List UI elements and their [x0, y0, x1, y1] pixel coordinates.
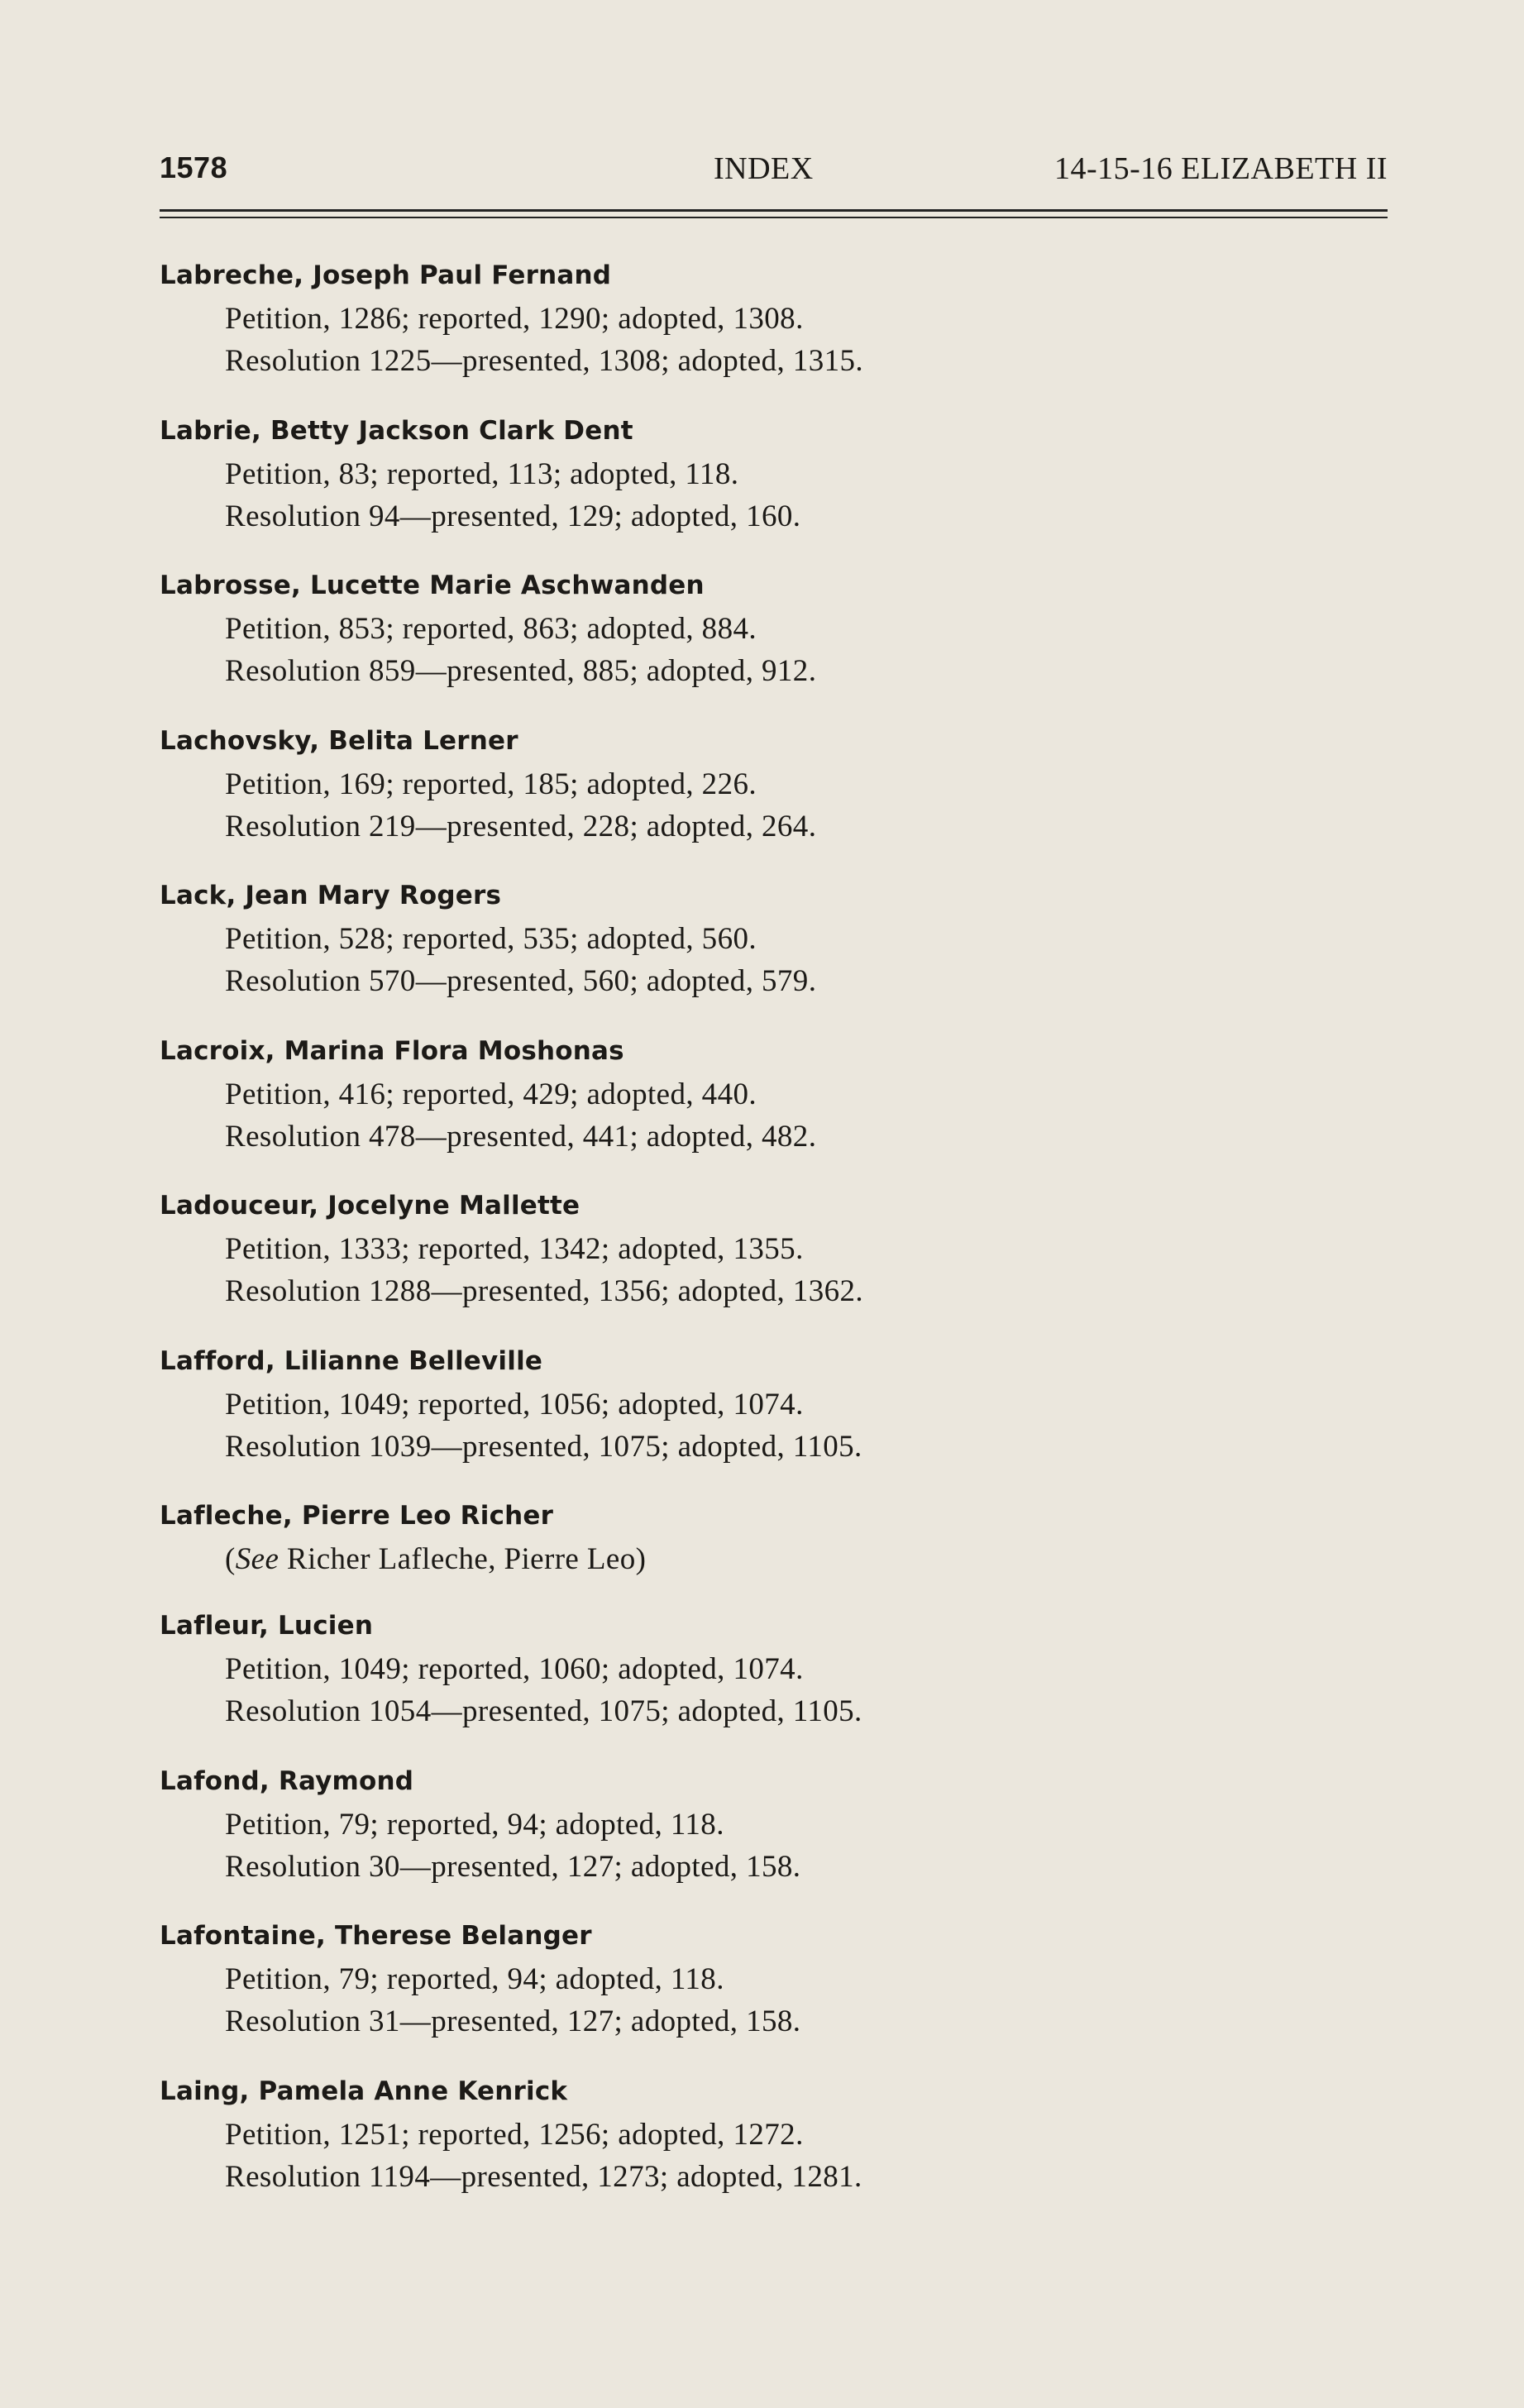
header-title: INDEX: [714, 151, 814, 186]
entry-resolution: Resolution 478—presented, 441; adopted, 482.: [225, 1119, 817, 1154]
index-entry: [160, 1913, 1235, 2069]
entry-petition: Petition, 1286; reported, 1290; adopted, 1308.: [225, 302, 804, 336]
entry-name: Ladouceur, Jocelyne Mallette: [160, 1191, 580, 1221]
entry-resolution: Resolution 1054—presented, 1075; adopted, 1105.: [225, 1694, 862, 1728]
entry-petition: Petition, 169; reported, 185; adopted, 226.: [225, 767, 757, 801]
page-number: 1578: [160, 150, 228, 184]
index-entry: [160, 2069, 1235, 2224]
header-rule-bottom: [160, 217, 1388, 218]
entry-petition: Petition, 528; reported, 535; adopted, 560.: [225, 922, 757, 956]
entry-resolution: Resolution 859—presented, 885; adopted, 912.: [225, 654, 817, 688]
index-entry: [160, 1183, 1235, 1339]
entry-resolution: Resolution 1039—presented, 1075; adopted, 1105.: [225, 1429, 862, 1464]
entry-petition: Petition, 1333; reported, 1342; adopted, 1355.: [225, 1232, 804, 1266]
entry-petition: Petition, 79; reported, 94; adopted, 118.: [225, 1807, 724, 1842]
entry-name: Labrie, Betty Jackson Clark Dent: [160, 415, 633, 446]
entry-name: Lafleche, Pierre Leo Richer: [160, 1501, 554, 1531]
entry-petition: Petition, 1251; reported, 1256; adopted, 1272.: [225, 2117, 804, 2152]
see-word: See: [235, 1542, 279, 1576]
index-entry: [160, 1029, 1235, 1184]
entry-name: Lacroix, Marina Flora Moshonas: [160, 1035, 624, 1066]
entry-name: Lachovsky, Belita Lerner: [160, 725, 518, 756]
entry-resolution: Resolution 219—presented, 228; adopted, 264.: [225, 809, 817, 843]
page-header: [160, 150, 1388, 200]
entry-name: Lack, Jean Mary Rogers: [160, 881, 502, 910]
entry-resolution: Resolution 31—presented, 127; adopted, 158.: [225, 2004, 801, 2038]
index-entry: [160, 1603, 1235, 1759]
entry-resolution: Resolution 1225—presented, 1308; adopted, 1315.: [225, 344, 864, 378]
header-volume: 14-15-16 ELIZABETH II: [1053, 151, 1388, 186]
header-rule-top: [160, 209, 1388, 212]
index-entry: [160, 563, 1235, 719]
index-entry: [160, 253, 1235, 408]
entry-name: Laing, Pamela Anne Kenrick: [160, 2076, 568, 2106]
entry-resolution: Resolution 94—presented, 129; adopted, 160.: [225, 499, 801, 533]
entry-petition: Petition, 1049; reported, 1056; adopted, 1074.: [225, 1387, 804, 1421]
entry-name: Lafleur, Lucien: [160, 1611, 374, 1641]
entry-resolution: Resolution 30—presented, 127; adopted, 158.: [225, 1849, 801, 1884]
entry-name: Lafford, Lilianne Belleville: [160, 1345, 543, 1376]
entry-resolution: Resolution 1288—presented, 1356; adopted, 1362.: [225, 1274, 864, 1308]
entry-name: Labreche, Joseph Paul Fernand: [160, 260, 612, 290]
entry-cross-reference: [160, 1538, 1235, 1580]
entry-resolution: Resolution 1194—presented, 1273; adopted, 1281.: [225, 2159, 862, 2194]
see-target: Richer Lafleche, Pierre Leo): [279, 1542, 647, 1576]
index-entries: [160, 253, 1235, 2224]
index-entry: [160, 719, 1235, 874]
entry-petition: Petition, 79; reported, 94; adopted, 118.: [225, 1962, 724, 1996]
entry-petition: Petition, 1049; reported, 1060; adopted, 1074.: [225, 1652, 804, 1686]
see-open-paren: (: [225, 1542, 236, 1576]
index-entry: [160, 873, 1235, 1029]
index-entry: [160, 1339, 1235, 1494]
entry-petition: Petition, 853; reported, 863; adopted, 884.: [225, 612, 757, 646]
entry-petition: Petition, 83; reported, 113; adopted, 118.: [225, 456, 739, 491]
entry-petition: Petition, 416; reported, 429; adopted, 440.: [225, 1077, 757, 1111]
index-entry: [160, 1493, 1235, 1603]
entry-name: Lafond, Raymond: [160, 1765, 414, 1796]
entry-name: Labrosse, Lucette Marie Aschwanden: [160, 571, 705, 600]
index-entry: [160, 1759, 1235, 1914]
entry-resolution: Resolution 570—presented, 560; adopted, 579.: [225, 964, 817, 998]
entry-name: Lafontaine, Therese Belanger: [160, 1921, 592, 1951]
index-entry: [160, 408, 1235, 564]
